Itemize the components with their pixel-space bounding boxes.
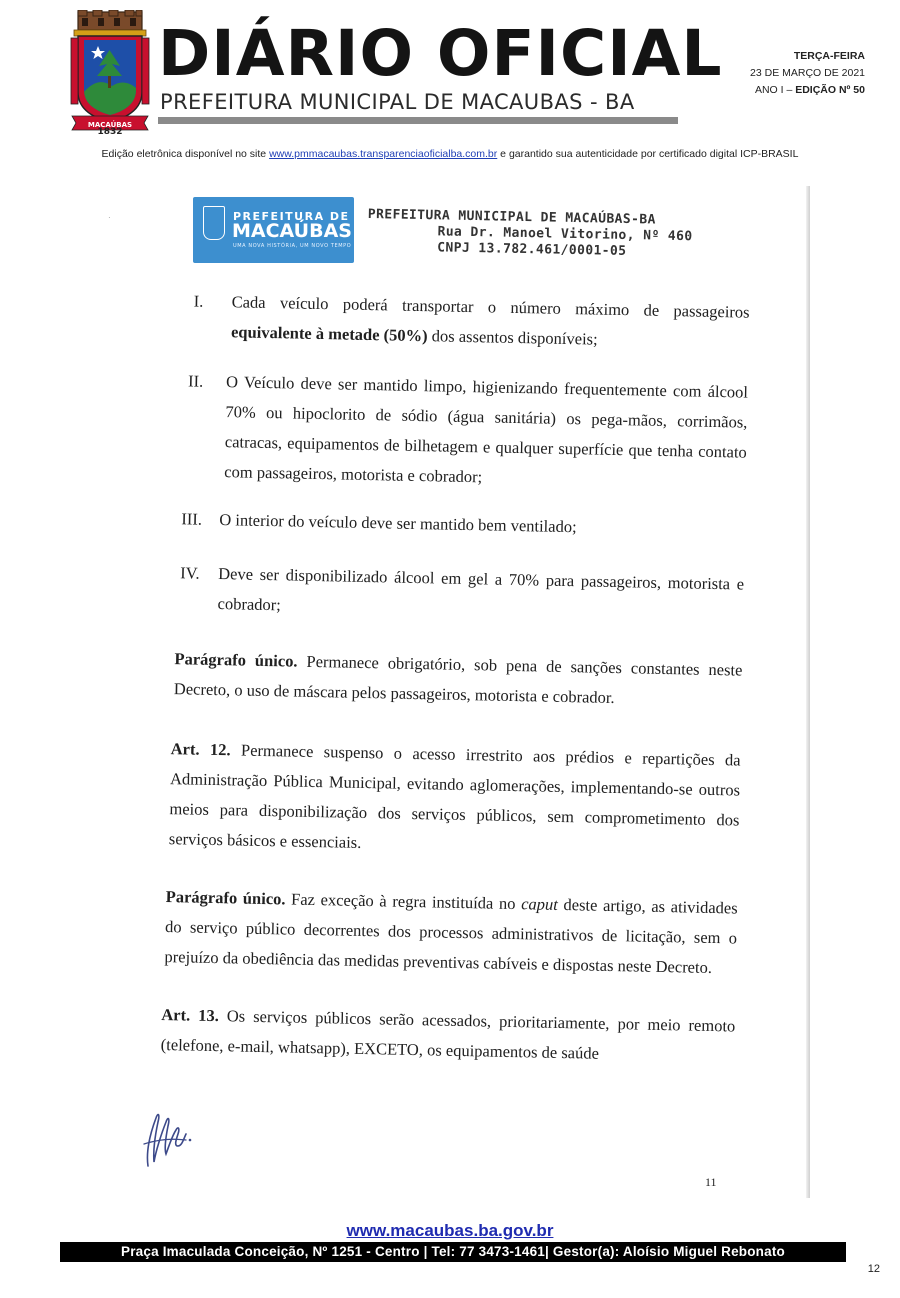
availability-notice <box>0 148 900 160</box>
article-12 <box>169 734 741 865</box>
weekday: TERÇA-FEIRA <box>793 50 865 62</box>
article-text: Os serviços públicos serão acessados, prioritariamente, por meio remoto (telefone, e-mail, whatsapp), EXCETO, os equipamentos de saúde <box>160 1006 736 1063</box>
handwritten-signature <box>136 1104 196 1170</box>
scanned-page-edge <box>806 186 810 1198</box>
scan-speck: · <box>108 213 111 222</box>
letterhead-line-2: Rua Dr. Manoel Vitorino, Nº 460 <box>437 224 693 245</box>
newspaper-subtitle: PREFEITURA MUNICIPAL DE MACAUBAS - BA <box>160 90 635 114</box>
article-label: Art. 12. <box>170 739 231 760</box>
item-number: III. <box>181 509 203 529</box>
footer-address-bar: Praça Imaculada Conceição, Nº 1251 - Centro | Tel: 77 3473-1461| Gestor(a): Aloísio Miguel Rebonato <box>60 1242 846 1262</box>
item-text: Deve ser disponibilizado álcool em gel a 70% para passageiros, motorista e cobrador; <box>217 564 745 615</box>
item-text: O interior do veículo deve ser mantido bem ventilado; <box>219 510 577 537</box>
newspaper-title: DIÁRIO OFICIAL <box>158 17 723 90</box>
title-underline <box>158 117 678 124</box>
item-text-after: dos assentos disponíveis; <box>427 326 598 349</box>
paragraph-single-1 <box>174 644 743 715</box>
availability-text-after: e garantido sua autenticidade por certificado digital ICP-BRASIL <box>497 148 799 160</box>
list-item <box>159 558 744 630</box>
page-number: 12 <box>867 1263 880 1275</box>
item-number: II. <box>187 371 204 391</box>
letterhead-logo-slogan: UMA NOVA HISTÓRIA, UM NOVO TEMPO <box>233 243 352 249</box>
item-text-bold: equivalente à metade (50%) <box>230 322 428 346</box>
footer-website-link[interactable]: www.macaubas.ba.gov.br <box>346 1221 554 1240</box>
edition-prefix: ANO I – <box>754 84 796 96</box>
article-label: Art. 13. <box>161 1004 220 1026</box>
paragraph-label: Parágrafo único. <box>165 887 286 909</box>
item-number: I. <box>193 291 204 311</box>
svg-text:MACAÚBAS: MACAÚBAS <box>87 121 133 129</box>
letterhead-crest-icon <box>203 206 225 240</box>
edition-info <box>750 48 865 99</box>
letterhead-line-3: CNPJ 13.782.461/0001-05 <box>437 240 627 259</box>
publication-date: 23 DE MARÇO DE 2021 <box>750 67 865 79</box>
crest-year: 1832 <box>97 127 123 137</box>
article-13 <box>160 1000 735 1072</box>
article-text: Permanece suspenso o acesso irrestrito aos prédios e repartições da Administração Pública Municipal, evitando aglomerações, implementando-se outros meios para disponibilização dos serviços públicos, sem comprometimento dos serviços básicos e essenciais. <box>168 740 741 852</box>
letterhead-address <box>367 207 693 261</box>
letterhead-logo <box>193 197 354 263</box>
availability-text-before: Edição eletrônica disponível no site <box>101 148 270 160</box>
municipal-crest-logo <box>68 10 152 140</box>
list-item <box>161 504 745 546</box>
edition-line <box>750 82 865 99</box>
list-item <box>166 366 748 498</box>
letterhead-logo-top: PREFEITURA DE <box>233 210 350 223</box>
transparency-site-link[interactable]: www.pmmacaubas.transparenciaoficialba.com.br <box>269 148 498 160</box>
paragraph-text-after: deste artigo, as atividades do serviço público decorrentes dos processos administrativos de licitação, sem o prejuízo da obediência das medidas preventivas cabíveis e dispostas neste Decreto. <box>164 894 738 978</box>
item-number: IV. <box>180 563 200 583</box>
letterhead-logo-name: MACAÚBAS <box>232 220 352 242</box>
decree-body <box>154 286 749 1071</box>
paragraph-text: Permanece obrigatório, sob pena de sanções constantes neste Decreto, o uso de máscara pelos passageiros, motorista e cobrador. <box>173 651 743 708</box>
edition-number: EDIÇÃO Nº 50 <box>795 84 865 96</box>
paragraph-text-italic: caput <box>520 894 559 914</box>
paragraph-label: Parágrafo único. <box>174 649 298 671</box>
inner-page-number: 11 <box>705 1175 717 1189</box>
item-text: Cada veículo poderá transportar o número máximo de passageiros <box>231 292 750 322</box>
letterhead-line-1: PREFEITURA MUNICIPAL DE MACAÚBAS-BA <box>367 207 656 228</box>
list-item <box>173 286 750 358</box>
item-text: O Veículo deve ser mantido limpo, higienizando frequentemente com álcool 70% ou hipoclorito de sódio (água sanitária) os pega-mãos, corrimãos, catracas, equipamentos de bilhetagem e qualquer superfície que tenha contato com passageiros, motorista e cobrador; <box>224 372 749 487</box>
paragraph-text-before: Faz exceção à regra instituída no <box>285 889 522 914</box>
paragraph-single-2 <box>164 882 738 983</box>
